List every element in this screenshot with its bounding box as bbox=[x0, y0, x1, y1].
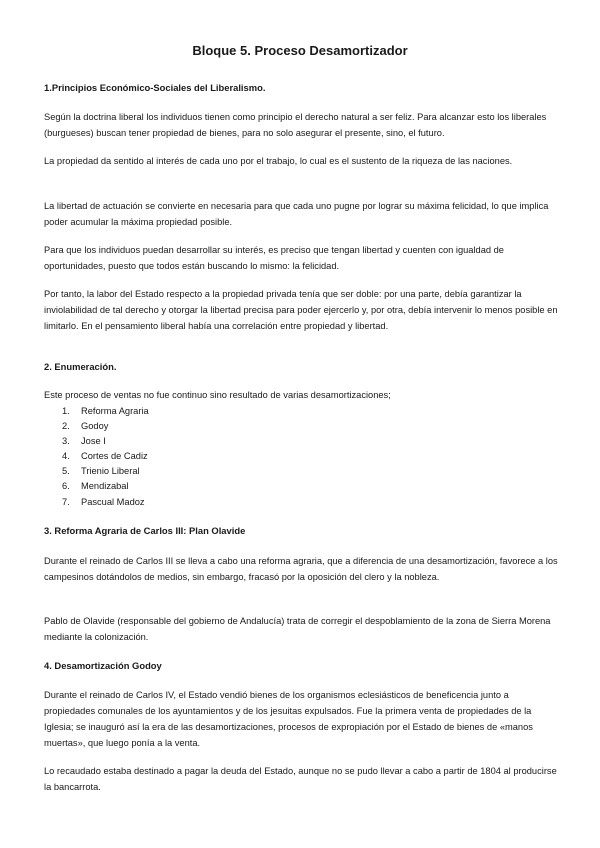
list-item: 6. Mendizabal bbox=[62, 481, 129, 492]
desamortizaciones-list bbox=[62, 404, 149, 510]
section-1-paragraph: La propiedad da sentido al interés de cada uno por el trabajo, lo cual es el sustento de la riqueza de las naciones. bbox=[44, 156, 513, 166]
section-1-heading: 1.Principios Económico-Sociales del Liberalismo. bbox=[44, 82, 266, 93]
list-item: 2. Godoy bbox=[62, 421, 109, 432]
list-item: 1. Reforma Agraria bbox=[62, 406, 149, 416]
section-1-paragraph: Para que los individuos puedan desarrollar su interés, es preciso que tengan libertad y cuenten con igualdad de oportunidades, puesto que todos están buscando lo mismo: la felicidad. bbox=[44, 245, 504, 271]
section-1-paragraph: Según la doctrina liberal los individuos tienen como principio el derecho natural a ser feliz. Para alcanzar esto los liberales (burgueses) buscan tener propiedad de bienes, para no solo asegurar el presente, sino, el futuro. bbox=[44, 112, 547, 138]
list-item: 4. Cortes de Cadiz bbox=[62, 451, 148, 462]
section-4-paragraph: Lo recaudado estaba destinado a pagar la deuda del Estado, aunque no se pudo llevar a cabo a partir de 1804 al producirse la bancarrota. bbox=[44, 766, 557, 792]
list-item: 5. Trienio Liberal bbox=[62, 466, 140, 477]
section-4-heading: 4. Desamortización Godoy bbox=[44, 660, 162, 671]
section-2-heading: 2. Enumeración. bbox=[44, 361, 117, 372]
section-1-paragraph: La libertad de actuación se convierte en necesaria para que cada uno pugne por lograr su máxima felicidad, lo que implica poder acumular la máxima propiedad posible. bbox=[44, 201, 549, 227]
section-4-paragraph: Durante el reinado de Carlos IV, el Estado vendió bienes de los organismos eclesiásticos de beneficencia junto a propiedades comunales de los ayuntamientos y de los jesuitas expulsados. Fue la primera venta de propiedades de la Iglesia; se inauguró así la era de las desamortizaciones, procesos de expropiación por el Estado de bienes de «manos muertas», que luego ponía a la venta. bbox=[44, 690, 533, 748]
list-item: 7. Pascual Madoz bbox=[62, 496, 145, 507]
list-item: 3. Jose I bbox=[62, 436, 106, 447]
section-3-paragraph: Durante el reinado de Carlos III se lleva a cabo una reforma agraria, que a diferencia de una desamortización, favorece a los campesinos dotándolos de medios, sin embargo, fracasó por la oposición del clero y la nobleza. bbox=[44, 556, 558, 582]
section-1-paragraph: Por tanto, la labor del Estado respecto a la propiedad privada tenía que ser doble: por una parte, debía garantizar la inviolabilidad de tal derecho y otorgar la libertad precisa para poder ejercerlo y, por otra, debía intervenir lo menos posible en limitarlo. En el pensamiento liberal había una correlación entre propiedad y libertad. bbox=[44, 289, 558, 331]
section-3-heading: 3. Reforma Agraria de Carlos III: Plan Olavide bbox=[44, 525, 246, 536]
page-title: Bloque 5. Proceso Desamortizador bbox=[192, 43, 408, 58]
section-2-intro: Este proceso de ventas no fue continuo sino resultado de varias desamortizaciones; bbox=[44, 390, 391, 400]
section-3-paragraph: Pablo de Olavide (responsable del gobierno de Andalucía) trata de corregir el despoblamiento de la zona de Sierra Morena mediante la colonización. bbox=[44, 616, 551, 642]
